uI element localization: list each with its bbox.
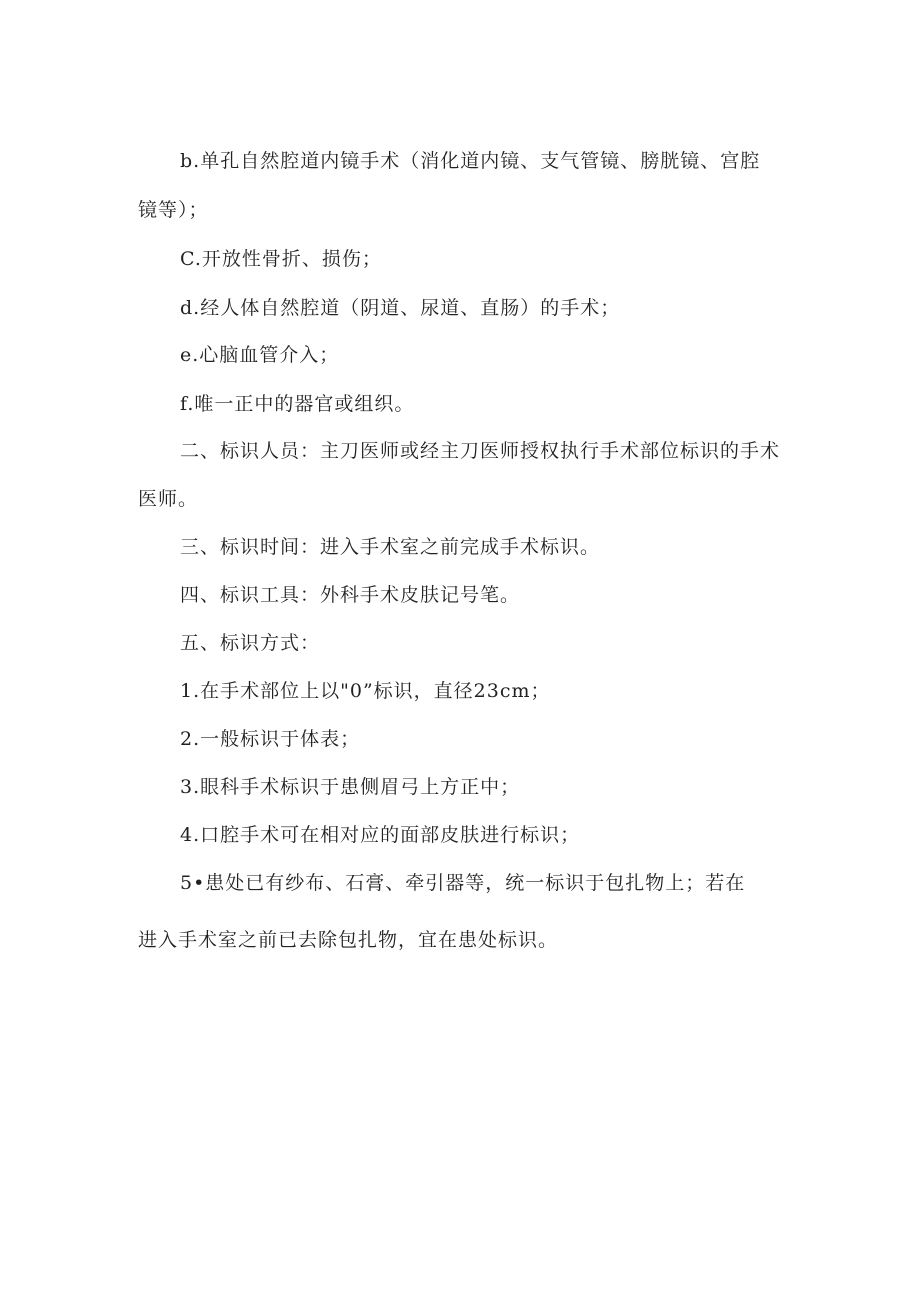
list-item-b-continuation: 镜等）；	[138, 199, 209, 221]
section-4-paragraph: 四、标识工具：外科手术皮肤记号笔。	[180, 584, 521, 606]
method-item-1: 1.在手术部位上以"0”标识，直径23cm；	[180, 680, 551, 702]
list-item-f: f.唯一正中的器官或组织。	[180, 393, 415, 415]
method-item-3: 3.眼科手术标识于患侧眉弓上方正中；	[180, 776, 521, 798]
method-item-4: 4.口腔手术可在相对应的面部皮肤进行标识；	[180, 824, 581, 846]
section-5-heading: 五、标识方式：	[180, 632, 321, 654]
method-item-5-continuation: 进入手术室之前已去除包扎物，宜在患处标识。	[138, 929, 559, 951]
list-item-d: d.经人体自然腔道（阴道、尿道、直肠）的手术；	[180, 297, 621, 319]
list-item-b: b.单孔自然腔道内镜手术（消化道内镜、支气管镜、膀胱镜、宫腔	[180, 150, 761, 172]
section-2-paragraph: 二、标识人员：主刀医师或经主刀医师授权执行手术部位标识的手术	[180, 440, 781, 462]
section-3-paragraph: 三、标识时间：进入手术室之前完成手术标识。	[180, 536, 601, 558]
list-item-c: C.开放性骨折、损伤；	[180, 248, 382, 270]
list-item-e: e.心脑血管介入；	[180, 344, 340, 366]
section-2-continuation: 医师。	[138, 488, 199, 510]
method-item-5: 5•患处已有纱布、石膏、牵引器等，统一标识于包扎物上；若在	[180, 872, 746, 894]
method-item-2: 2.一般标识于体表；	[180, 728, 361, 750]
